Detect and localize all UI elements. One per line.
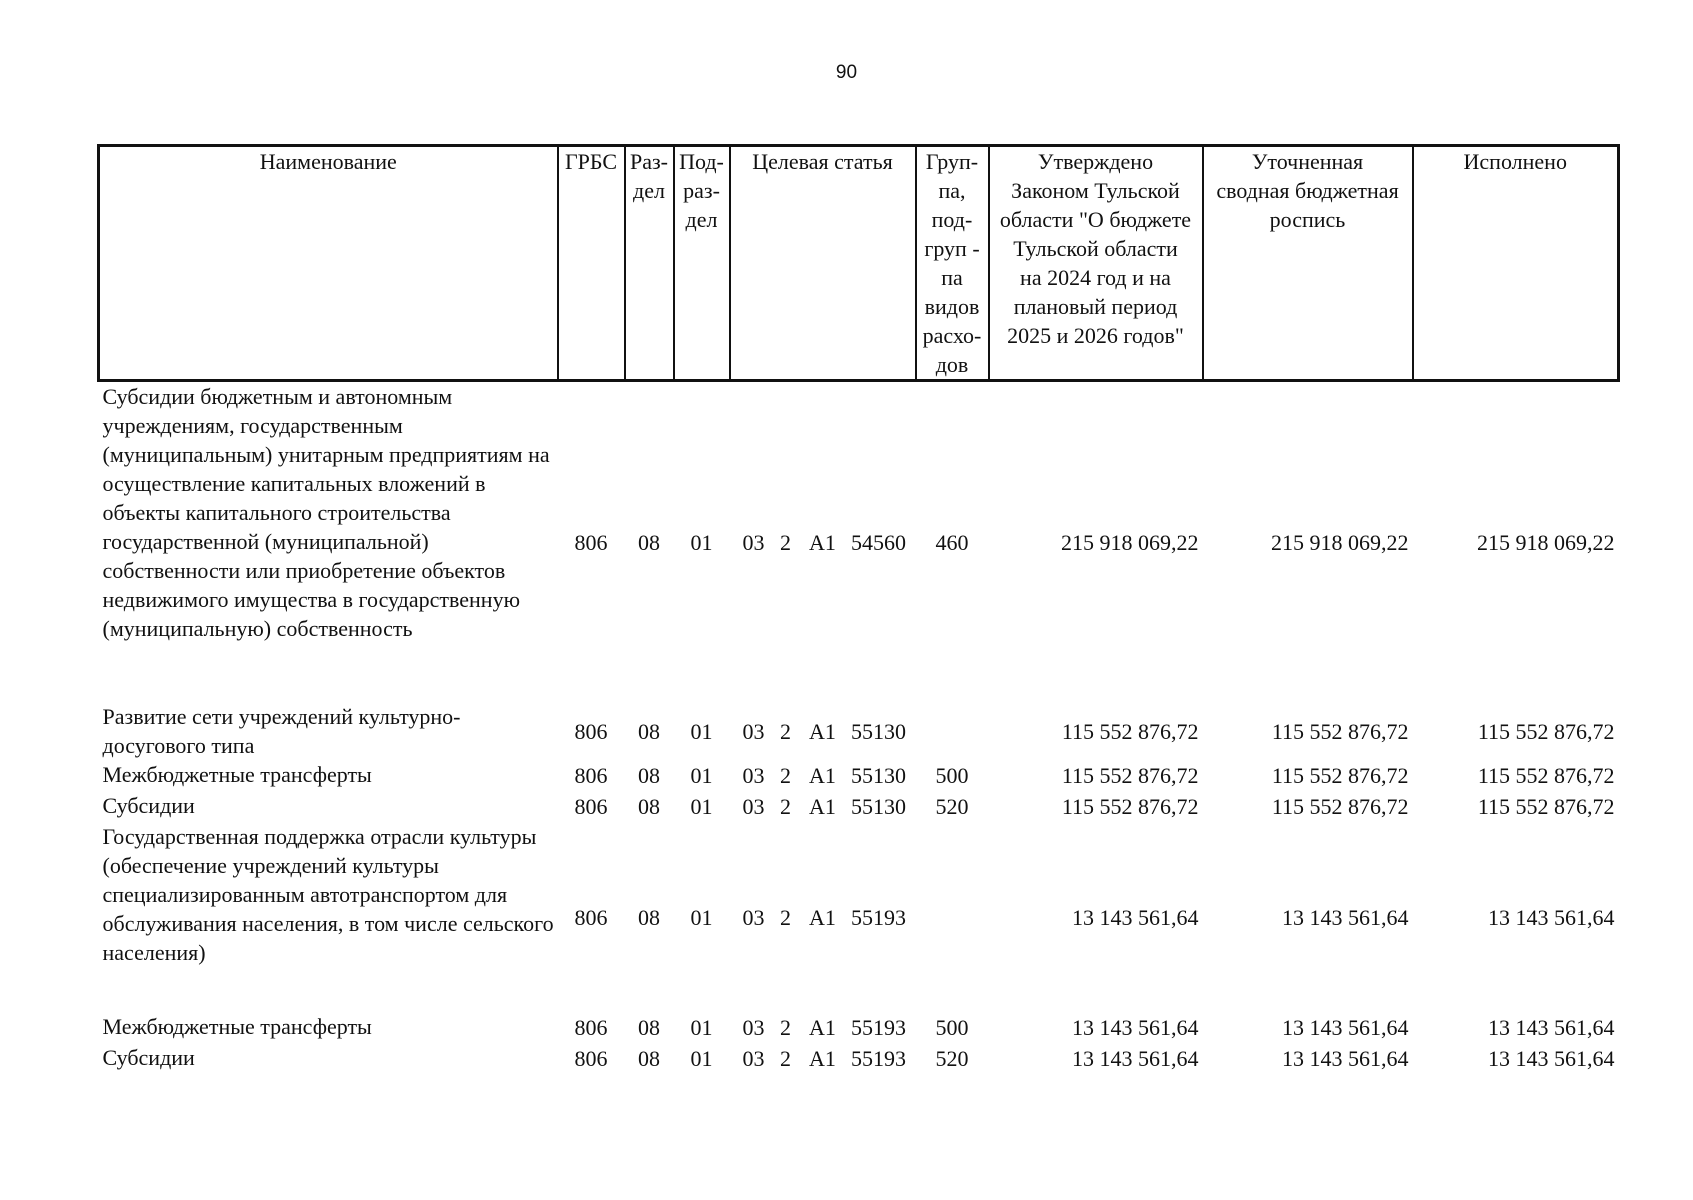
cs-project: A1 [809,794,836,819]
cs-direction: 55193 [851,1046,906,1071]
row-utochnennaya: 13 143 561,64 [1282,1015,1409,1040]
row-celevaya-statya [730,381,916,703]
cs-type: 2 [780,529,791,555]
header-ispolneno: Исполнено [1413,146,1619,381]
table-row [99,381,1619,703]
cs-direction: 55130 [851,763,906,788]
row-utochnennaya: 115 552 876,72 [1271,763,1409,788]
row-razdel: 08 [638,794,660,819]
header-podrazdel: Под- раз- дел [674,146,730,381]
row-vr [916,822,989,1012]
table-row [99,822,1619,1012]
row-celevaya-statya [730,1012,916,1043]
table-row [99,791,1619,822]
budget-table [97,144,1620,1074]
cs-type: 2 [780,718,791,744]
cs-direction: 54560 [851,529,906,555]
row-grbs: 806 [574,1046,608,1071]
header-name: Наименование [99,146,558,381]
row-utochnennaya: 13 143 561,64 [1282,904,1409,930]
cs-direction: 55193 [851,1015,906,1040]
row-vr: 460 [935,529,969,555]
cs-project: A1 [809,1015,836,1040]
table-row [99,760,1619,791]
cs-type: 2 [780,763,791,788]
cs-project: A1 [809,529,836,555]
cs-project: A1 [809,763,836,788]
cs-direction: 55130 [851,718,906,744]
row-razdel: 08 [638,1046,660,1071]
row-vr: 500 [935,763,969,788]
cs-type: 2 [780,794,791,819]
cs-type: 2 [780,904,791,930]
row-ispolneno: 13 143 561,64 [1488,1046,1615,1071]
cs-project: A1 [809,904,836,930]
header-razdel: Раз- дел [625,146,674,381]
row-grbs: 806 [574,763,608,788]
row-vr [916,702,989,760]
row-celevaya-statya [730,791,916,822]
row-razdel: 08 [638,763,660,788]
row-celevaya-statya [730,760,916,791]
row-celevaya-statya [730,1043,916,1074]
row-utverzhdeno: 115 552 876,72 [1061,718,1199,744]
cs-program: 03 [742,1046,765,1071]
row-utverzhdeno: 215 918 069,22 [1061,529,1199,555]
row-podrazdel: 01 [690,529,713,555]
row-podrazdel: 01 [690,904,713,930]
row-vr: 520 [935,1046,969,1071]
row-razdel: 08 [638,529,660,555]
row-name: Субсидии бюджетным и автономным учреждениям, государственным (муниципальным) унитарным предприятиям на осуществление капитальных вложений в объекты капитального строительства государственной (муниципальной) собственности или приобретение объектов недвижимого имущества в государственную (муниципальную) собственность [102,384,550,641]
row-vr: 520 [935,794,969,819]
row-name: Субсидии [102,1045,195,1070]
table-row [99,1012,1619,1043]
row-ispolneno: 115 552 876,72 [1477,763,1615,788]
header-celevaya-statya: Целевая статья [730,146,916,381]
row-name: Межбюджетные трансферты [102,1014,372,1039]
cs-program: 03 [742,904,765,930]
row-ispolneno: 13 143 561,64 [1488,904,1615,930]
row-utverzhdeno: 13 143 561,64 [1072,904,1199,930]
row-celevaya-statya [730,822,916,1012]
row-utverzhdeno: 13 143 561,64 [1072,1015,1199,1040]
row-grbs: 806 [574,1015,608,1040]
row-podrazdel: 01 [690,1046,713,1071]
table-row [99,702,1619,760]
row-vr: 500 [935,1015,969,1040]
row-ispolneno: 115 552 876,72 [1477,794,1615,819]
row-utochnennaya: 115 552 876,72 [1271,718,1409,744]
cs-direction: 55193 [851,904,906,930]
header-grbs: ГРБС [558,146,625,381]
row-podrazdel: 01 [690,794,713,819]
row-name: Межбюджетные трансферты [102,762,372,787]
row-ispolneno: 215 918 069,22 [1477,529,1615,555]
row-utochnennaya: 215 918 069,22 [1271,529,1409,555]
table-row [99,1043,1619,1074]
row-podrazdel: 01 [690,718,713,744]
header-utochnennaya: Уточненная сводная бюджетная роспись [1203,146,1413,381]
row-name: Развитие сети учреждений культурно-досугового типа [102,704,461,758]
cs-program: 03 [742,1015,765,1040]
table-header-row [99,146,1619,381]
header-utverzhdeno: Утверждено Законом Тульской области "О бюджете Тульской области на 2024 год и на плановый период 2025 и 2026 годов" [989,146,1203,381]
cs-project: A1 [809,1046,836,1071]
cs-type: 2 [780,1046,791,1071]
row-razdel: 08 [638,904,660,930]
cs-program: 03 [742,763,765,788]
row-podrazdel: 01 [690,1015,713,1040]
row-podrazdel: 01 [690,763,713,788]
row-name: Государственная поддержка отрасли культуры (обеспечение учреждений культуры специализированным автотранспортом для обслуживания населения, в том числе сельского населения) [102,824,554,965]
cs-program: 03 [742,529,765,555]
row-grbs: 806 [574,529,608,555]
row-utverzhdeno: 115 552 876,72 [1061,763,1199,788]
row-grbs: 806 [574,718,608,744]
cs-project: A1 [809,718,836,744]
row-ispolneno: 115 552 876,72 [1477,718,1615,744]
header-vid-rashodov: Груп- па, под- груп - па видов расхо- дов [916,146,989,381]
row-utochnennaya: 115 552 876,72 [1271,794,1409,819]
page-number: 90 [835,62,858,83]
row-celevaya-statya [730,702,916,760]
row-razdel: 08 [638,1015,660,1040]
cs-direction: 55130 [851,794,906,819]
row-utverzhdeno: 13 143 561,64 [1072,1046,1199,1071]
row-razdel: 08 [638,718,660,744]
row-grbs: 806 [574,904,608,930]
cs-type: 2 [780,1015,791,1040]
row-grbs: 806 [574,794,608,819]
cs-program: 03 [742,718,765,744]
row-utochnennaya: 13 143 561,64 [1282,1046,1409,1071]
row-ispolneno: 13 143 561,64 [1488,1015,1615,1040]
row-utverzhdeno: 115 552 876,72 [1061,794,1199,819]
row-name: Субсидии [102,793,195,818]
cs-program: 03 [742,794,765,819]
